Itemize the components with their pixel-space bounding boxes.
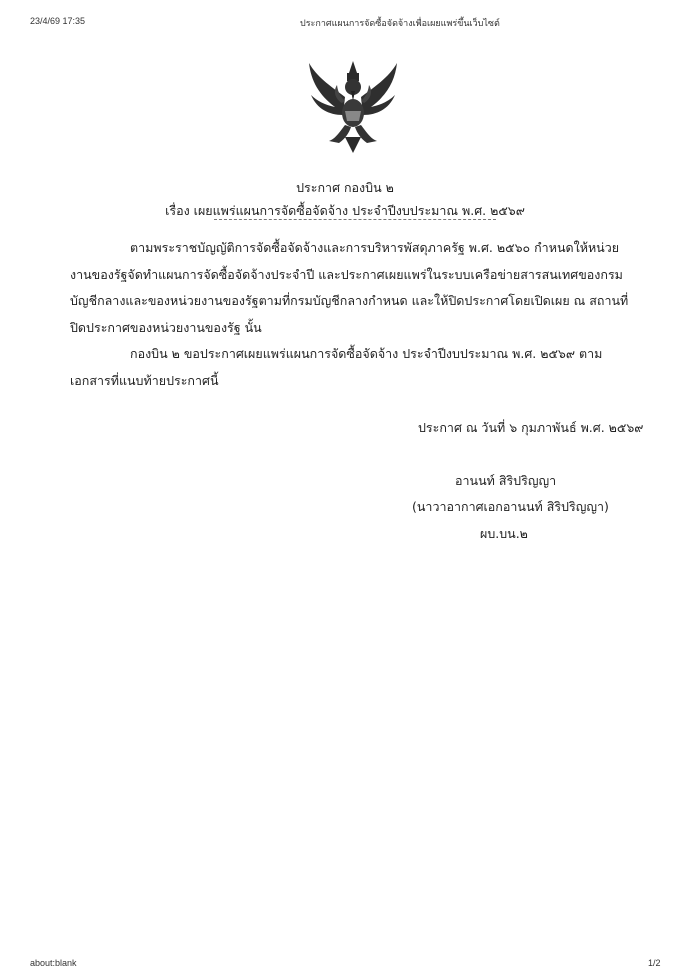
- announcement-date: ประกาศ ณ วันที่ ๖ กุมภาพันธ์ พ.ศ. ๒๕๖๙: [418, 420, 644, 435]
- signer-position: ผบ.บน.๒: [480, 526, 528, 541]
- body-text: [70, 235, 640, 394]
- body-paragraph-1: ตามพระราชบัญญัติการจัดซื้อจัดจ้างและการบริหารพัสดุภาครัฐ พ.ศ. ๒๕๖๐ กำหนดให้หน่วยงานของรัฐจัดทำแผนการจัดซื้อจัดจ้างประจำปี และประกาศเผยแพร่ในระบบเครือข่ายสารสนเทศของกรมบัญชีกลางและของหน่วยงานของรัฐตามที่กรมบัญชีกลางกำหนด และให้ปิดประกาศโดยเปิดเผย ณ สถานที่ปิดประกาศของหน่วยงานของรัฐ นั้น: [70, 240, 629, 335]
- print-header-datetime: 23/4/69 17:35: [30, 16, 86, 26]
- signer-full-name: (นาวาอากาศเอกอานนท์ สิริปริญญา): [412, 499, 609, 514]
- print-header-title: ประกาศแผนการจัดซื้อจัดจ้างเพื่อเผยแพร่ขึ้นเว็บไซต์: [300, 18, 500, 28]
- garuda-emblem-icon: [305, 55, 401, 155]
- print-footer-url: about:blank: [30, 958, 77, 968]
- announcement-subject: เรื่อง เผยแพร่แผนการจัดซื้อจัดจ้าง ประจำปีงบประมาณ พ.ศ. ๒๕๖๙: [165, 203, 525, 218]
- announcement-heading: ประกาศ กองบิน ๒: [296, 180, 394, 195]
- print-footer-page: 1/2: [648, 958, 661, 968]
- signer-name: อานนท์ สิริปริญญา: [455, 473, 557, 488]
- divider: [214, 219, 496, 220]
- body-paragraph-2: กองบิน ๒ ขอประกาศเผยแพร่แผนการจัดซื้อจัดจ้าง ประจำปีงบประมาณ พ.ศ. ๒๕๖๙ ตามเอกสารที่แนบท้ายประกาศนี้: [70, 346, 603, 388]
